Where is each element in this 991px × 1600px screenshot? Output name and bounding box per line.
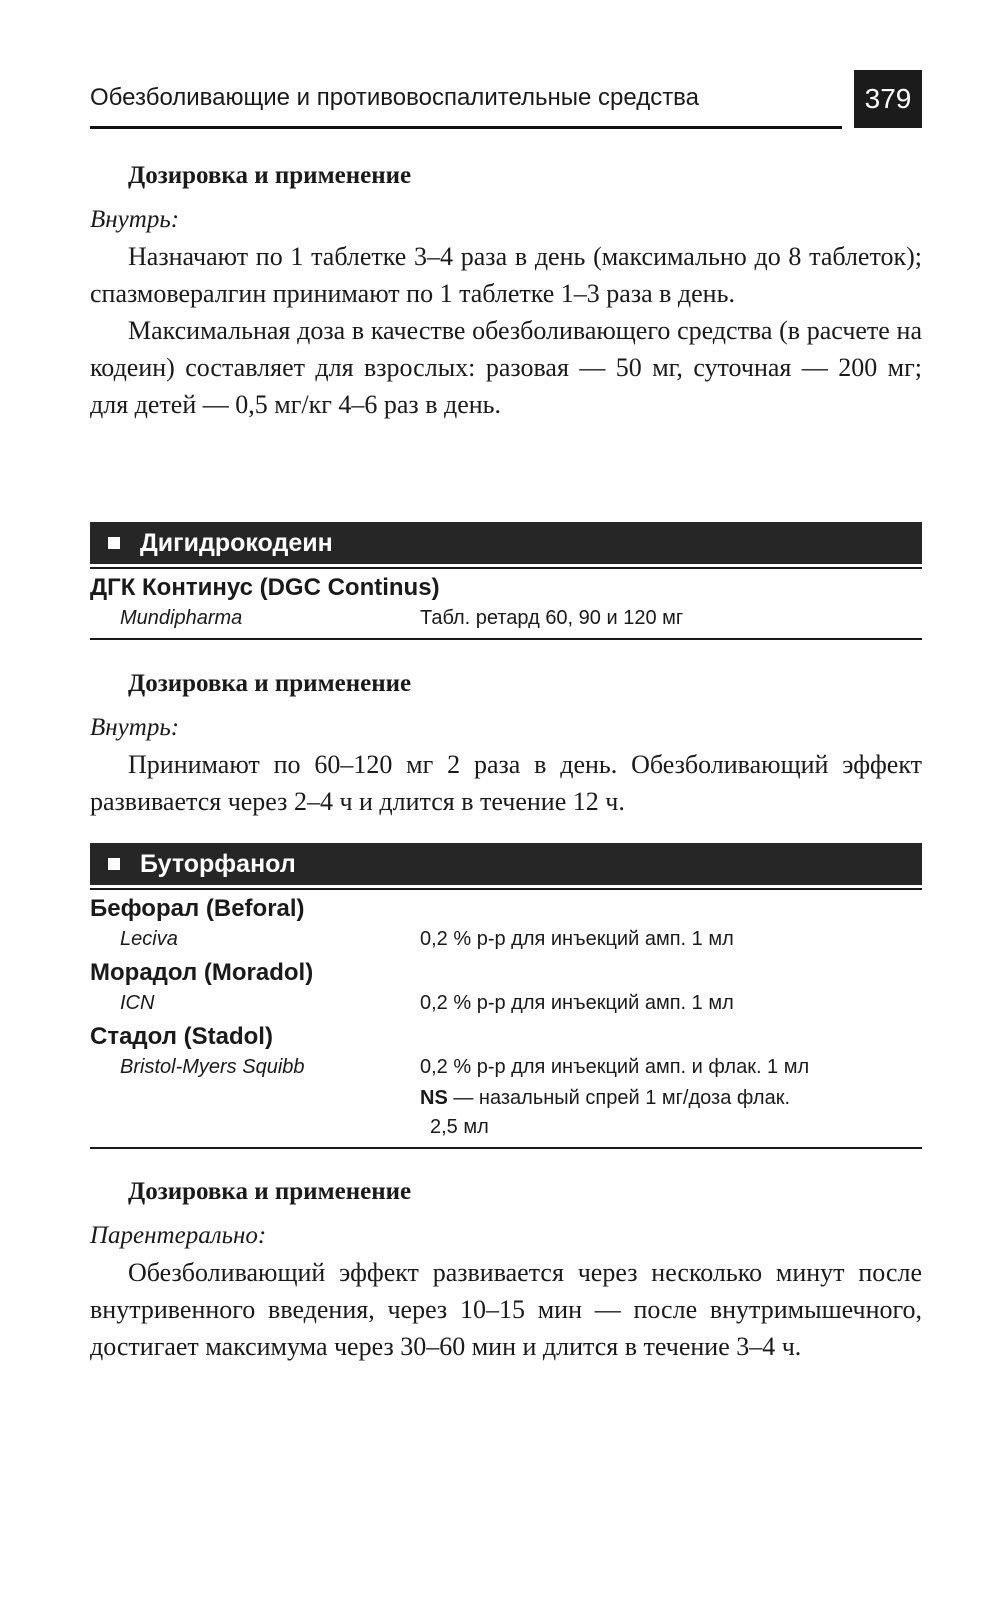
paragraph: Принимают по 60–120 мг 2 раза в день. Обезболивающий эффект развивается через 2–4 ч и длится в течение 12 ч. [90, 750, 922, 816]
route-label: Парентерально: [90, 1222, 267, 1249]
running-header-title: Обезболивающие и противовоспалительные средства [90, 82, 842, 129]
paragraph: Назначают по 1 таблетке 3–4 раза в день (максимально до 8 таблеток); спазмовералгин принимают по 1 таблетке 1–3 раза в день. [90, 242, 922, 308]
square-bullet-icon [108, 537, 120, 549]
dosage-form: 0,2 % р-р для инъекций амп. 1 мл [420, 992, 734, 1014]
dosage-form-extra [420, 1084, 922, 1113]
dosage-heading: Дозировка и применение [128, 162, 412, 189]
drug-name: ДГК Континус (DGC Continus) [90, 574, 440, 601]
dosage-form-extra: 2,5 мл [430, 1116, 489, 1138]
drug-name: Морадол (Moradol) [90, 959, 314, 986]
nasal-spray-label: NS [420, 1087, 448, 1109]
route-label: Внутрь: [90, 206, 180, 233]
divider [90, 638, 922, 640]
drug-details [90, 1052, 922, 1084]
dosage-section-3 [90, 1174, 922, 1365]
section-bar-butorphanol [90, 843, 922, 885]
manufacturer: Mundipharma [120, 607, 243, 629]
dosage-section-2 [90, 666, 922, 820]
drug-details [90, 988, 922, 1020]
section-bar-dihydrocodeine [90, 522, 922, 564]
drug-details [90, 603, 922, 635]
paragraph: Максимальная доза в качестве обезболивающего средства (в расчете на кодеин) составляет для взрослых: разовая — 50 мг, суточная — 200 мг; для детей — 0,5 мг/кг 4–6 раз в день. [90, 316, 922, 419]
drug-list-dihydrocodeine [90, 573, 922, 635]
square-bullet-icon [108, 858, 120, 870]
paragraph: Обезболивающий эффект развивается через несколько минут после внутривенного введения, через 10–15 мин — после внутримышечного, достигает максимума через 30–60 мин и длится в течение 3–4 ч. [90, 1258, 922, 1361]
route-label: Внутрь: [90, 714, 180, 741]
dosage-form: Табл. ретард 60, 90 и 120 мг [420, 607, 684, 629]
manufacturer: Bristol-Myers Squibb [120, 1056, 305, 1078]
drug-name: Бефорал (Beforal) [90, 895, 305, 922]
divider [90, 888, 922, 890]
dosage-form: 0,2 % р-р для инъекций амп. и флак. 1 мл [420, 1056, 810, 1078]
manufacturer: Leciva [120, 928, 178, 950]
section-bar-title: Дигидрокодеин [140, 529, 333, 557]
dosage-section-1 [90, 158, 922, 423]
dosage-form: 0,2 % р-р для инъекций амп. 1 мл [420, 928, 734, 950]
drug-name: Стадол (Stadol) [90, 1023, 273, 1050]
page-number: 379 [854, 70, 922, 128]
running-header [90, 70, 922, 128]
dosage-heading: Дозировка и применение [128, 670, 412, 697]
drug-list-butorphanol [90, 894, 922, 1142]
manufacturer: ICN [120, 992, 155, 1014]
section-bar-title: Буторфанол [140, 850, 296, 878]
nasal-spray-text: — назальный спрей 1 мг/доза флак. [447, 1087, 791, 1109]
drug-details [90, 924, 922, 956]
divider [90, 567, 922, 569]
divider [90, 1147, 922, 1149]
dosage-heading: Дозировка и применение [128, 1178, 412, 1205]
